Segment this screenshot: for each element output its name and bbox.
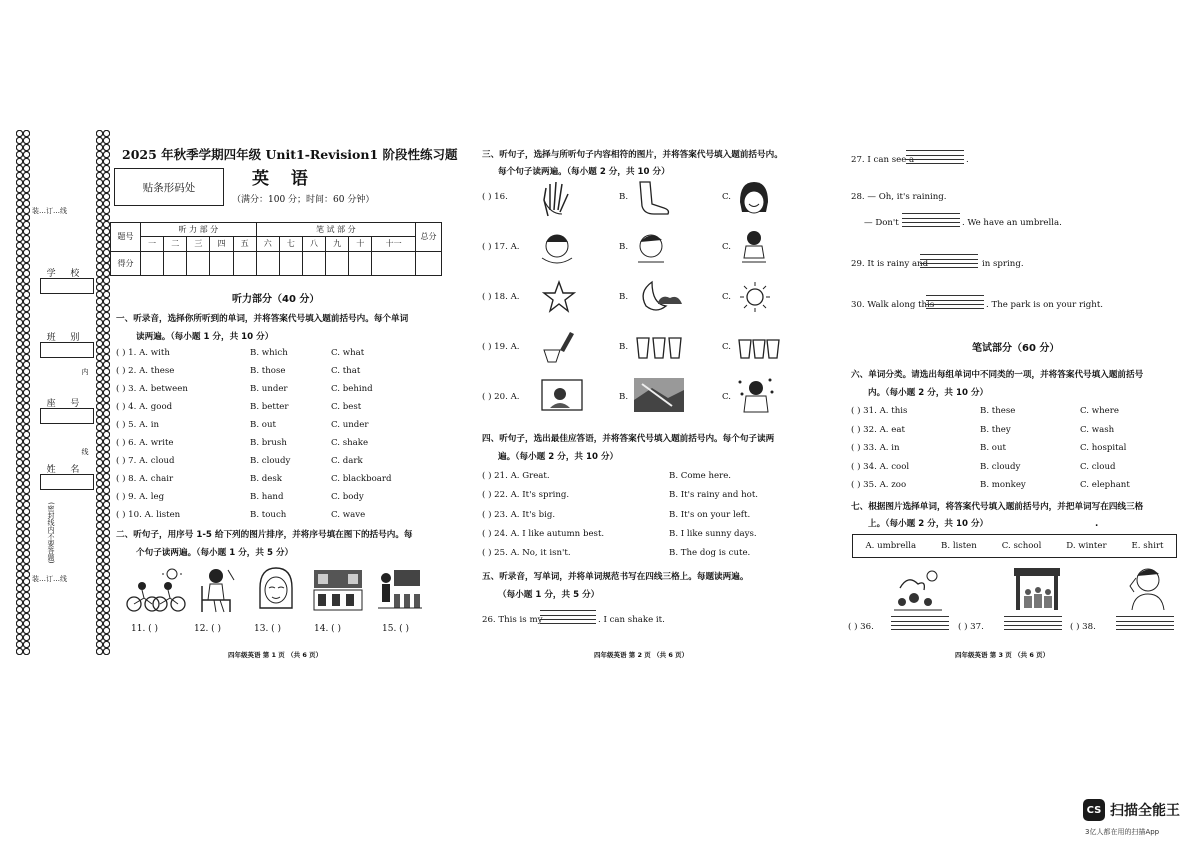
q6-b: B. brush (250, 438, 287, 448)
field-box-school[interactable] (40, 278, 94, 294)
sec7-instruction-2: 上。（每小题 2 分，共 10 分） (868, 519, 989, 529)
q7: ( ) 7. A. cloud (116, 456, 175, 466)
sec7-instruction-1: 七、根据图片选择单词，将答案代号填入题前括号内，并把单词写在四线三格 (851, 502, 1144, 512)
q31-c: C. where (1080, 406, 1119, 416)
q7-b: B. cloudy (250, 456, 291, 466)
q20-c-label: C. (722, 392, 732, 402)
exam-info: （满分：100 分；时间：60 分钟） (232, 195, 375, 205)
q28-a: 28. — Oh, it's raining. (851, 192, 947, 202)
word-bank (852, 534, 1177, 558)
cup-pen-picture (540, 328, 576, 364)
q5-c: C. under (331, 420, 369, 430)
camscanner-logo: CS (1083, 799, 1105, 821)
q17-b-label: B. (619, 242, 629, 252)
score-table-tihao: 题号 (111, 223, 141, 252)
q21: ( ) 21. A. Great. (482, 471, 550, 481)
q10-b: B. touch (250, 510, 287, 520)
score-col: 十 (349, 237, 372, 251)
boy-hair-picture (538, 228, 576, 266)
seal-notice: (密封线内不要答题) (47, 502, 55, 564)
q32-b: B. they (980, 425, 1011, 435)
label-15: 15. ( ) (382, 624, 410, 634)
exam-title: 2025 年秋季学期四年级 Unit1-Revision1 阶段性练习题 (122, 147, 458, 162)
q2-c: C. that (331, 366, 361, 376)
q19-b-label: B. (619, 342, 629, 352)
q5: ( ) 5. A. in (116, 420, 160, 430)
score-col: 五 (233, 237, 256, 251)
field-box-name[interactable] (40, 474, 94, 490)
q24-b: B. I like sunny days. (669, 529, 757, 539)
seal-mark-xian: 线 (81, 448, 89, 455)
score-cell[interactable] (372, 251, 416, 275)
q16-b-label: B. (619, 192, 629, 202)
word-option-d: D. winter (1066, 541, 1107, 551)
seal-mark-nei: 内 (81, 368, 89, 375)
sec6-instruction-2: 内。（每小题 2 分，共 10 分） (868, 388, 989, 398)
seal-dots-right (96, 130, 110, 655)
word-option-e: E. shirt (1131, 541, 1164, 551)
field-label-class: 班 别 (46, 333, 86, 343)
q8-c: C. blackboard (331, 474, 392, 484)
chair-girl-picture (194, 566, 242, 614)
q35: ( ) 35. A. zoo (851, 480, 907, 490)
q1-b: B. which (250, 348, 288, 358)
binding-strip (16, 130, 96, 655)
score-table-writing: 笔 试 部 分 (256, 223, 415, 237)
sec3-instruction-2: 每个句子读两遍。（每小题 2 分，共 10 分） (498, 167, 670, 177)
q38-label: ( ) 38. (1070, 622, 1096, 632)
q35-b: B. monkey (980, 480, 1026, 490)
word-option-b: B. listen (941, 541, 977, 551)
hand-picture (538, 180, 572, 218)
listening-header: 听力部分（40 分） (232, 294, 320, 305)
q16-c-label: C. (722, 192, 732, 202)
sec4-instruction-1: 四、听句子，选出最佳应答语，并将答案代号填入题前括号内。每个句子读两 (482, 434, 775, 444)
q27-prefix: 27. I can see a (851, 155, 915, 165)
subject-title: 英 语 (252, 169, 316, 189)
q18: ( ) 18. A. (482, 292, 520, 302)
girl-head-picture (736, 180, 772, 218)
score-table-defen: 得分 (111, 251, 141, 275)
sec2-instruction-1: 二、听句子，用序号 1-5 给下列的图片排序，并将序号填在图下的括号内。每 (116, 530, 413, 540)
camscanner-tagline: 3亿人都在用的扫描App (1085, 828, 1160, 836)
q28-b-suffix: . We have an umbrella. (962, 218, 1062, 228)
q3-c: C. behind (331, 384, 373, 394)
word-option-a: A. umbrella (865, 541, 917, 551)
boy-ear-picture (632, 228, 670, 266)
q27-answer-lines[interactable] (906, 150, 964, 164)
q20-b-label: B. (619, 392, 629, 402)
page3-footer: 四年级英语 第 3 页 （共 6 页） (955, 651, 1050, 659)
sec1-instruction-2: 读两遍。（每小题 1 分，共 10 分） (136, 332, 274, 342)
sec4-instruction-2: 遍。（每小题 2 分，共 10 分） (498, 452, 619, 462)
score-cell[interactable] (141, 251, 164, 275)
label-12: 12. ( ) (194, 624, 222, 634)
q4-c: C. best (331, 402, 362, 412)
seal-dots-left (16, 130, 30, 655)
q17: ( ) 17. A. (482, 242, 520, 252)
q26-suffix: . I can shake it. (598, 615, 665, 625)
q19: ( ) 19. A. (482, 342, 520, 352)
field-box-class[interactable] (40, 342, 94, 358)
q29-suffix: in spring. (982, 259, 1024, 269)
score-table (110, 222, 442, 276)
q36-label: ( ) 36. (848, 622, 874, 632)
q9: ( ) 9. A. leg (116, 492, 165, 502)
q17-c-label: C. (722, 242, 732, 252)
sec1-instruction-1: 一、听录音，选择你所听到的单词，并将答案代号填入题前括号内。每个单词 (116, 314, 409, 324)
page2-footer: 四年级英语 第 2 页 （共 6 页） (594, 651, 689, 659)
three-cups-picture (634, 332, 686, 362)
q25: ( ) 25. A. No, it isn't. (482, 548, 571, 558)
star-picture (542, 280, 576, 314)
score-col: 三 (187, 237, 210, 251)
q36-answer-lines[interactable] (891, 616, 949, 630)
q10: ( ) 10. A. listen (116, 510, 181, 520)
q31: ( ) 31. A. this (851, 406, 908, 416)
score-table-total: 总分 (416, 223, 442, 252)
score-col: 十一 (372, 237, 416, 251)
q2-b: B. those (250, 366, 286, 376)
q8-b: B. desk (250, 474, 282, 484)
q32: ( ) 32. A. eat (851, 425, 905, 435)
q34-b: B. cloudy (980, 462, 1021, 472)
q37-answer-lines[interactable] (1004, 616, 1062, 630)
q6: ( ) 6. A. write (116, 438, 174, 448)
q38-answer-lines[interactable] (1116, 616, 1174, 630)
sec7-dot: . (1095, 519, 1099, 529)
q26-prefix: 26. This is my (482, 615, 543, 625)
teacher-picture (376, 568, 424, 612)
label-14: 14. ( ) (314, 624, 342, 634)
q30-prefix: 30. Walk along this (851, 300, 935, 310)
sec2-instruction-2: 个句子读两遍。（每小题 1 分，共 5 分） (136, 548, 294, 558)
q21-b: B. Come here. (669, 471, 732, 481)
q18-c-label: C. (722, 292, 732, 302)
q29-prefix: 29. It is rainy and (851, 259, 929, 269)
score-col: 四 (210, 237, 233, 251)
label-13: 13. ( ) (254, 624, 282, 634)
score-col: 九 (326, 237, 349, 251)
score-col: 七 (279, 237, 302, 251)
sec6-instruction-1: 六、单词分类。请选出每组单词中不同类的一项，并将答案代号填入题前括号 (851, 370, 1144, 380)
score-col: 一 (141, 237, 164, 251)
q26-answer-lines[interactable] (540, 610, 596, 624)
moon-cloud-picture (632, 278, 686, 316)
q7-c: C. dark (331, 456, 363, 466)
q33-b: B. out (980, 443, 1006, 453)
q9-b: B. hand (250, 492, 284, 502)
q20: ( ) 20. A. (482, 392, 520, 402)
q34: ( ) 34. A. cool (851, 462, 910, 472)
q4-b: B. better (250, 402, 289, 412)
seal-line-bottom: 装…订…线 (32, 575, 67, 583)
snowy-scene-picture (632, 376, 686, 414)
q30-answer-lines[interactable] (926, 295, 984, 309)
q16: ( ) 16. (482, 192, 508, 202)
school-gate-picture (1010, 566, 1064, 612)
boy-sitting-picture (736, 228, 772, 266)
q29-answer-lines[interactable] (920, 254, 978, 268)
score-col: 八 (302, 237, 325, 251)
sec3-instruction-1: 三、听句子，选择与所听句子内容相符的图片，并将答案代号填入题前括号内。 (482, 150, 783, 160)
q30-suffix: . The park is on your right. (986, 300, 1104, 310)
score-col: 六 (256, 237, 279, 251)
winter-tree-picture (892, 568, 944, 612)
q23: ( ) 23. A. It's big. (482, 510, 556, 520)
field-box-seat[interactable] (40, 408, 94, 424)
q25-b: B. The dog is cute. (669, 548, 751, 558)
q32-c: C. wash (1080, 425, 1115, 435)
q24: ( ) 24. A. I like autumn best. (482, 529, 605, 539)
q2: ( ) 2. A. these (116, 366, 175, 376)
q35-c: C. elephant (1080, 480, 1130, 490)
foot-picture (632, 180, 672, 218)
cups-picture (736, 334, 782, 362)
q34-c: C. cloud (1080, 462, 1116, 472)
score-cell[interactable] (326, 251, 349, 275)
word-option-c: C. school (1001, 541, 1042, 551)
label-11: 11. ( ) (131, 624, 159, 634)
barcode-area: 贴条形码处 (114, 168, 224, 206)
q3-b: B. under (250, 384, 288, 394)
q23-b: B. It's on your left. (669, 510, 751, 520)
score-cell[interactable] (349, 251, 372, 275)
q31-b: B. these (980, 406, 1016, 416)
seal-line-top: 装…订…线 (32, 207, 67, 215)
q28-b-prefix: — Don't (864, 218, 899, 228)
q18-b-label: B. (619, 292, 629, 302)
score-cell[interactable] (164, 251, 187, 275)
score-cell[interactable] (279, 251, 302, 275)
sun-picture (738, 280, 772, 314)
sec5-instruction-1: 五、听录音，写单词，并将单词规范书写在四线三格上。每题读两遍。 (482, 572, 749, 582)
q5-b: B. out (250, 420, 276, 430)
score-col: 二 (164, 237, 187, 251)
field-label-school: 学 校 (46, 269, 86, 279)
q22: ( ) 22. A. It's spring. (482, 490, 570, 500)
q1: ( ) 1. A. with (116, 348, 170, 358)
score-cell[interactable] (210, 251, 233, 275)
q6-c: C. shake (331, 438, 369, 448)
q4: ( ) 4. A. good (116, 402, 173, 412)
q1-c: C. what (331, 348, 365, 358)
field-label-seat: 座 号 (46, 399, 86, 409)
writing-header: 笔试部分（60 分） (972, 343, 1060, 354)
sec5-instruction-2: （每小题 1 分，共 5 分） (498, 590, 600, 600)
q33: ( ) 33. A. in (851, 443, 900, 453)
q33-c: C. hospital (1080, 443, 1127, 453)
q28-answer-lines[interactable] (902, 213, 960, 227)
classroom-picture (312, 568, 364, 612)
score-cell[interactable] (256, 251, 279, 275)
bikes-picture (124, 566, 186, 614)
q19-c-label: C. (722, 342, 732, 352)
girl-face-picture (254, 566, 298, 614)
q3: ( ) 3. A. between (116, 384, 188, 394)
snow-girl-picture (736, 376, 776, 414)
score-cell[interactable] (187, 251, 210, 275)
field-label-name: 姓 名 (46, 465, 86, 475)
q22-b: B. It's rainy and hot. (669, 490, 759, 500)
q8: ( ) 8. A. chair (116, 474, 174, 484)
camscanner-name: 扫描全能王 (1110, 803, 1180, 819)
rainy-window-picture (540, 378, 584, 412)
boy-listening-picture (1126, 564, 1170, 612)
score-cell[interactable] (416, 251, 442, 275)
score-table-listening: 听 力 部 分 (141, 223, 257, 237)
score-cell[interactable] (302, 251, 325, 275)
q27-suffix: . (966, 155, 969, 165)
q9-c: C. body (331, 492, 364, 502)
score-cell[interactable] (233, 251, 256, 275)
q10-c: C. wave (331, 510, 366, 520)
page1-footer: 四年级英语 第 1 页 （共 6 页） (228, 651, 323, 659)
q37-label: ( ) 37. (958, 622, 984, 632)
